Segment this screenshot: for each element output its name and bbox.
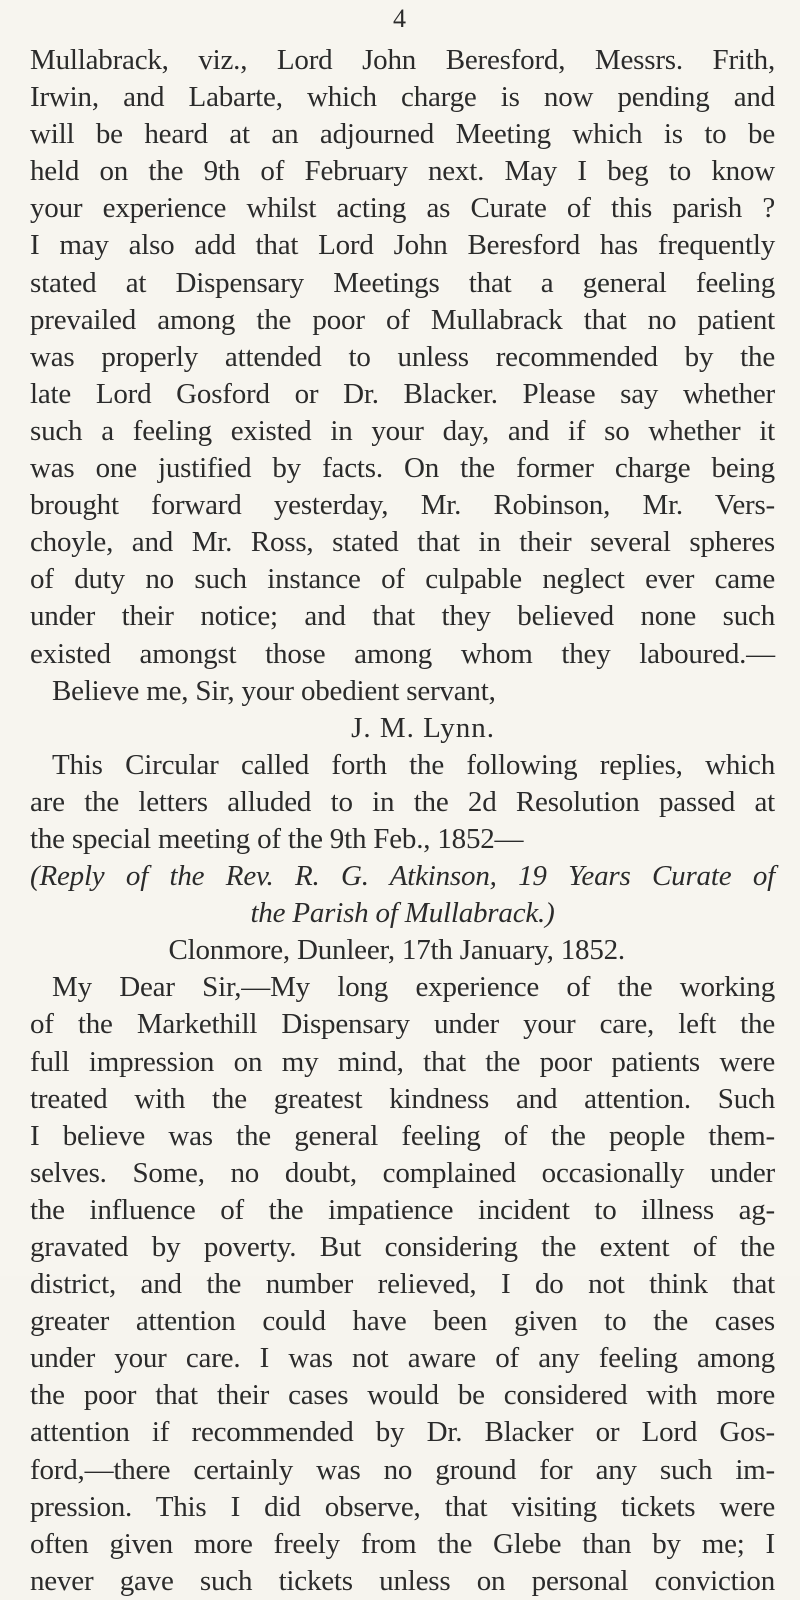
text-line: of duty no such instance of culpable neglect ever came xyxy=(30,563,775,596)
text-line: selves. Some, no doubt, complained occasionally under xyxy=(30,1156,775,1189)
text-line: Mullabrack, viz., Lord John Beresford, Messrs. Frith, xyxy=(30,44,775,76)
text-line: stated at Dispensary Meetings that a general feeling xyxy=(30,266,775,299)
text-line: under their notice; and that they believed none such xyxy=(30,600,775,633)
text-line: pression. This I did observe, that visiting tickets were xyxy=(30,1490,775,1523)
text-column xyxy=(30,42,775,1600)
text-line: existed amongst those among whom they laboured.— xyxy=(30,637,775,670)
reply-heading: the Parish of Mullabrack.) xyxy=(250,897,555,930)
text-line: late Lord Gosford or Dr. Blacker. Please say whether xyxy=(30,377,775,410)
text-line: the special meeting of the 9th Feb., 1852— xyxy=(30,822,524,855)
text-line: never gave such tickets unless on personal conviction xyxy=(30,1564,775,1597)
text-line: attention if recommended by Dr. Blacker or Lord Gos- xyxy=(30,1416,775,1449)
text-line: was properly attended to unless recommended by the xyxy=(30,340,775,373)
text-line: prevailed among the poor of Mullabrack that no patient xyxy=(30,303,775,336)
text-line: will be heard at an adjourned Meeting which is to be xyxy=(30,118,775,151)
text-line: choyle, and Mr. Ross, stated that in their several spheres xyxy=(30,526,775,559)
text-line: was one justified by facts. On the former charge being xyxy=(30,452,775,485)
text-line: held on the 9th of February next. May I beg to know xyxy=(30,155,775,188)
letter-closing: Believe me, Sir, your obedient servant, xyxy=(52,674,496,707)
text-line: the poor that their cases would be considered with more xyxy=(30,1379,775,1412)
text-line: treated with the greatest kindness and attention. Such xyxy=(30,1082,775,1115)
text-line: the influence of the impatience incident to illness ag- xyxy=(30,1193,775,1226)
text-line: full impression on my mind, that the poor patients were xyxy=(30,1045,775,1078)
text-line: ford,—there certainly was no ground for any such im- xyxy=(30,1453,775,1486)
text-line: Irwin, and Labarte, which charge is now pending and xyxy=(30,81,775,114)
text-line: I believe was the general feeling of the people them- xyxy=(30,1119,775,1152)
text-line: greater attention could have been given to the cases xyxy=(30,1305,775,1338)
text-line: I may also add that Lord John Beresford has frequently xyxy=(30,229,775,262)
text-line: of the Markethill Dispensary under your care, left the xyxy=(30,1008,775,1041)
text-line: such a feeling existed in your day, and if so whether it xyxy=(30,414,775,447)
reply-heading: (Reply of the Rev. R. G. Atkinson, 19 Years Curate of xyxy=(30,860,775,893)
text-line: often given more freely from the Glebe than by me; I xyxy=(30,1527,775,1560)
text-line: My Dear Sir,—My long experience of the working xyxy=(52,971,775,1004)
text-line: gravated by poverty. But considering the extent of the xyxy=(30,1231,775,1263)
letter-dateline: Clonmore, Dunleer, 17th January, 1852. xyxy=(168,934,625,967)
text-line: district, and the number relieved, I do not think that xyxy=(30,1268,775,1301)
text-line: This Circular called forth the following replies, which xyxy=(52,748,775,781)
text-line: are the letters alluded to in the 2d Resolution passed at xyxy=(30,785,775,818)
text-line: your experience whilst acting as Curate of this parish ? xyxy=(30,192,775,225)
page-number: 4 xyxy=(393,4,407,33)
text-line: under your care. I was not aware of any feeling among xyxy=(30,1342,775,1375)
text-line: brought forward yesterday, Mr. Robinson, Mr. Vers- xyxy=(30,489,775,522)
signature: J. M. Lynn. xyxy=(351,711,495,744)
